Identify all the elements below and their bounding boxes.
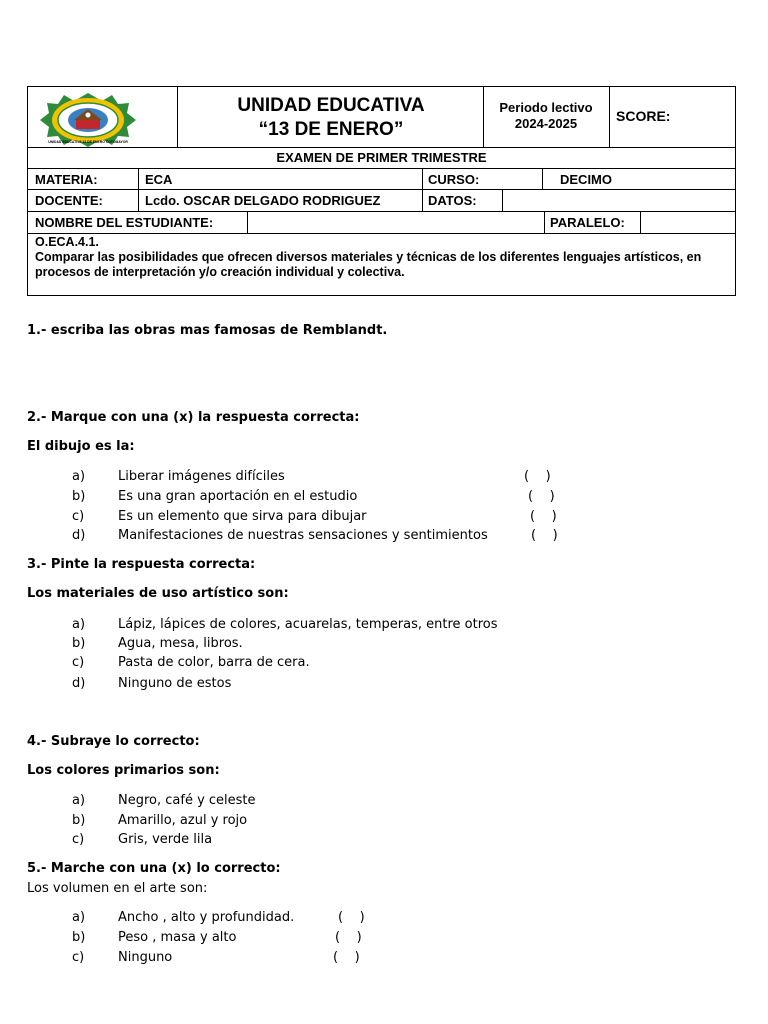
- logo-lettering: UNIDAD EDUCATIVA 13 DE ENERO COTOMAYOR: [48, 140, 128, 144]
- divider: [502, 190, 503, 211]
- curso-label: CURSO:: [428, 171, 480, 187]
- option-letter: c): [72, 655, 85, 670]
- answer-parentheses[interactable]: ( ): [524, 469, 551, 484]
- option-text: Pasta de color, barra de cera.: [118, 655, 310, 670]
- option-letter: a): [72, 910, 86, 925]
- exam-header-table: [27, 86, 736, 296]
- divider: [483, 87, 484, 147]
- divider: [422, 169, 423, 189]
- answer-parentheses[interactable]: ( ): [528, 489, 555, 504]
- answer-parentheses[interactable]: ( ): [333, 950, 360, 965]
- option-text: Manifestaciones de nuestras sensaciones y sentimientos: [118, 528, 488, 543]
- materia-value: ECA: [145, 171, 173, 187]
- option-text: Liberar imágenes difíciles: [118, 469, 285, 484]
- objective: [35, 235, 730, 280]
- nombre-label: NOMBRE DEL ESTUDIANTE:: [35, 215, 214, 230]
- school-name-line1: UNIDAD EDUCATIVA: [237, 95, 425, 116]
- divider: [640, 212, 641, 233]
- option-text: Es un elemento que sirva para dibujar: [118, 509, 367, 524]
- divider: [247, 212, 248, 233]
- option-text: Ancho , alto y profundidad.: [118, 910, 295, 925]
- option-letter: a): [72, 793, 86, 808]
- school-name-line2: “13 DE ENERO”: [258, 119, 404, 140]
- header-row-materia: [28, 169, 735, 190]
- option-letter: a): [72, 469, 86, 484]
- option-letter: b): [72, 636, 86, 651]
- option-letter: c): [72, 509, 85, 524]
- answer-parentheses[interactable]: ( ): [338, 910, 365, 925]
- school-logo-icon: [36, 93, 140, 147]
- option-text: Lápiz, lápices de colores, acuarelas, temperas, entre otros: [118, 617, 498, 632]
- option-text: Es una gran aportación en el estudio: [118, 489, 358, 504]
- question-4-subtitle: Los colores primarios son:: [27, 763, 220, 778]
- question-5-title: 5.- Marche con una (x) lo correcto:: [27, 861, 281, 876]
- docente-value: Lcdo. OSCAR DELGADO RODRIGUEZ: [145, 193, 381, 208]
- curso-value: DECIMO: [560, 171, 612, 187]
- periodo-label: Periodo lectivo: [499, 100, 593, 115]
- divider: [542, 169, 543, 189]
- option-text: Ninguno de estos: [118, 676, 232, 691]
- header-row-title: [28, 87, 735, 148]
- option-letter: b): [72, 489, 86, 504]
- option-letter: b): [72, 930, 86, 945]
- question-3-subtitle: Los materiales de uso artístico son:: [27, 586, 289, 601]
- option-text: Agua, mesa, libros.: [118, 636, 243, 651]
- objective-text: Comparar las posibilidades que ofrecen diversos materiales y técnicas de los diferentes lenguajes artísticos, en procesos de interpretación y/o creación individual y colectiva.: [35, 250, 702, 279]
- option-letter: b): [72, 813, 86, 828]
- header-row-nombre: [28, 212, 735, 234]
- option-text: Negro, café y celeste: [118, 793, 256, 808]
- header-row-docente: [28, 190, 735, 212]
- question-2-title: 2.- Marque con una (x) la respuesta correcta:: [27, 410, 360, 425]
- question-2-subtitle: El dibujo es la:: [27, 439, 135, 454]
- divider: [177, 87, 178, 147]
- question-1-title: 1.- escriba las obras mas famosas de Remblandt.: [27, 323, 388, 338]
- score-label: SCORE:: [616, 108, 671, 124]
- exam-title: EXAMEN DE PRIMER TRIMESTRE: [276, 150, 487, 165]
- option-letter: d): [72, 676, 86, 691]
- periodo-lectivo: [484, 100, 608, 132]
- option-letter: c): [72, 832, 85, 847]
- option-text: Gris, verde lila: [118, 832, 213, 847]
- divider: [138, 169, 139, 189]
- paralelo-label: PARALELO:: [550, 215, 625, 230]
- option-text: Amarillo, azul y rojo: [118, 813, 248, 828]
- option-text: Peso , masa y alto: [118, 930, 237, 945]
- question-4-title: 4.- Subraye lo correcto:: [27, 734, 200, 749]
- header-row-exam-title: [28, 148, 735, 169]
- option-letter: d): [72, 528, 86, 543]
- question-3-title: 3.- Pinte la respuesta correcta:: [27, 557, 256, 572]
- objective-code: O.ECA.4.1.: [35, 235, 99, 249]
- answer-parentheses[interactable]: ( ): [335, 930, 362, 945]
- docente-label: DOCENTE:: [35, 193, 103, 208]
- periodo-value: 2024-2025: [514, 116, 578, 131]
- divider: [422, 190, 423, 211]
- divider: [544, 212, 545, 233]
- answer-parentheses[interactable]: ( ): [530, 509, 557, 524]
- datos-label: DATOS:: [428, 193, 477, 208]
- divider: [609, 87, 610, 147]
- question-5-subtitle: Los volumen en el arte son:: [27, 881, 208, 896]
- option-text: Ninguno: [118, 950, 173, 965]
- option-letter: c): [72, 950, 85, 965]
- divider: [138, 190, 139, 211]
- materia-label: MATERIA:: [35, 171, 98, 187]
- option-letter: a): [72, 617, 86, 632]
- answer-parentheses[interactable]: ( ): [531, 528, 558, 543]
